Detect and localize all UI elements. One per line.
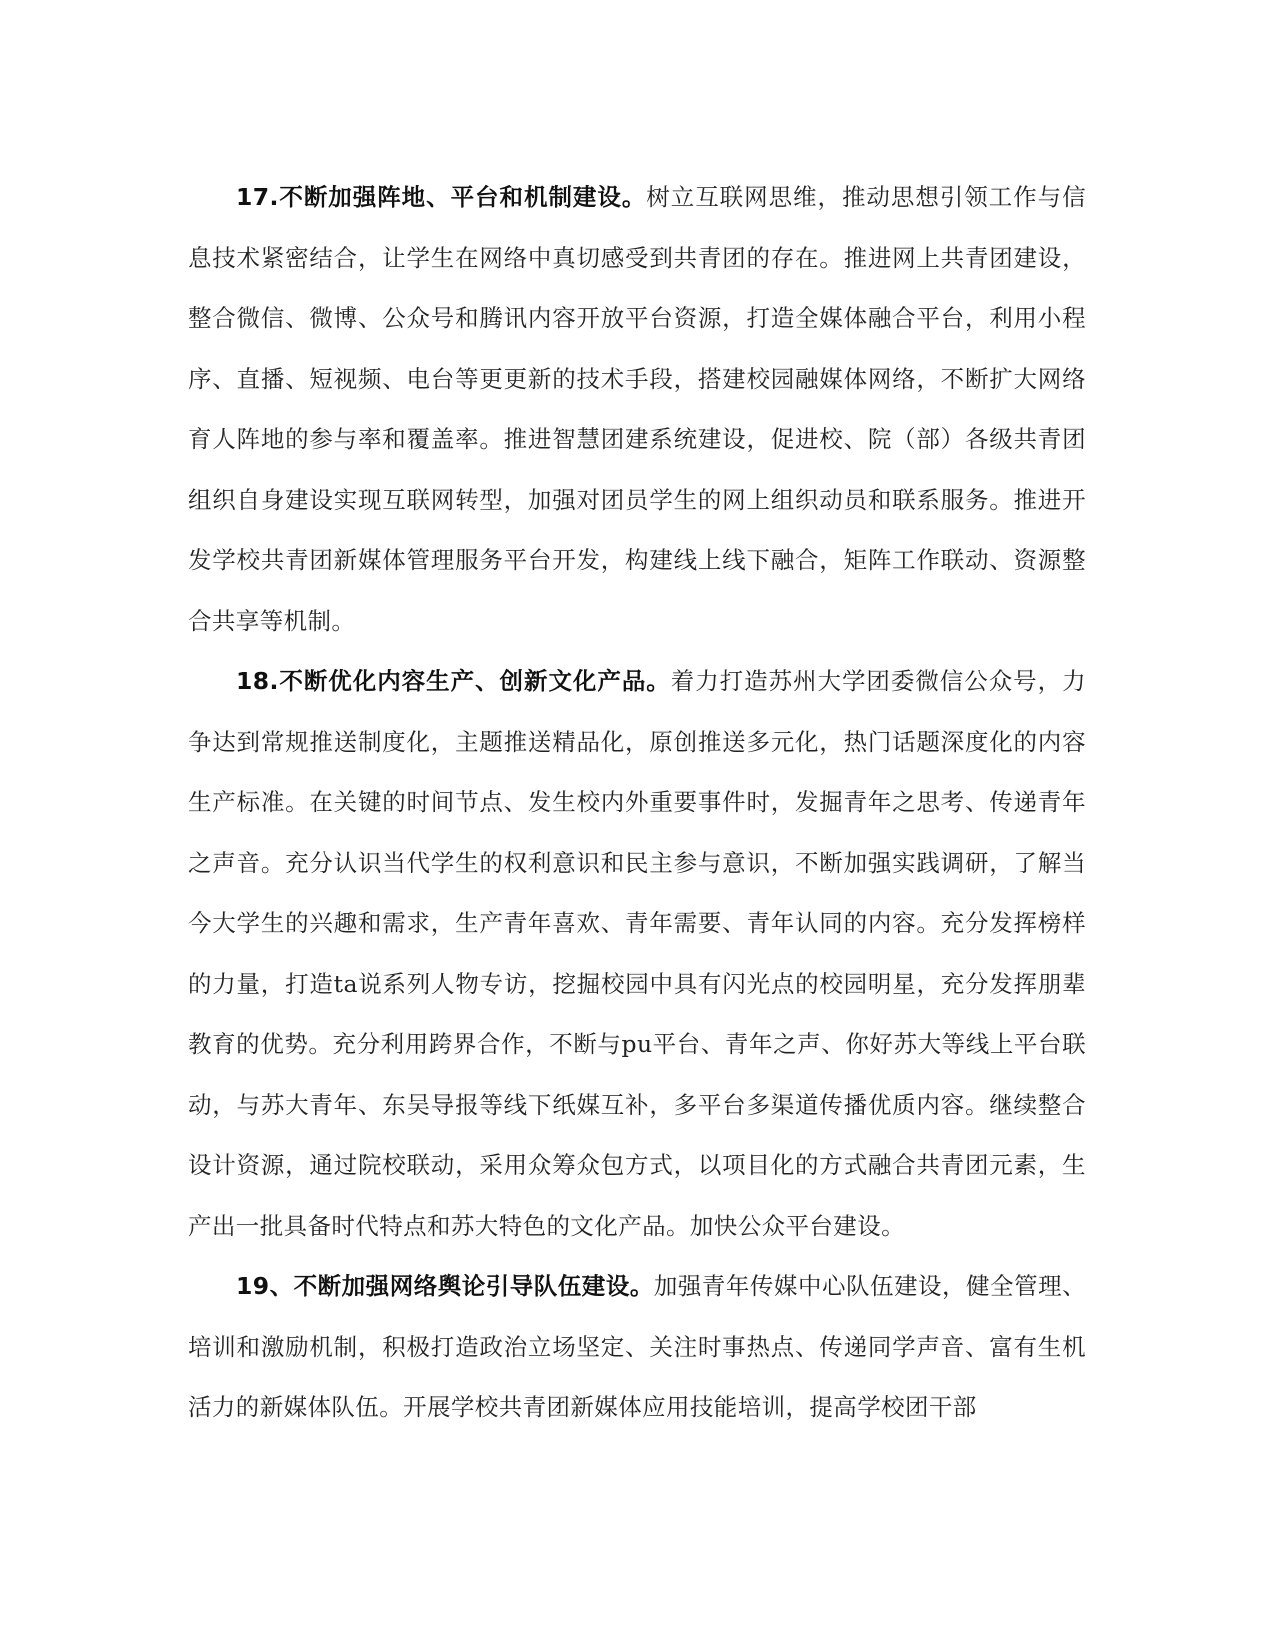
paragraph-18 <box>188 651 1086 1256</box>
document-body <box>188 167 1086 1438</box>
paragraph-19-body: 加强青年传媒中心队伍建设，健全管理、培训和激励机制，积极打造政治立场坚定、关注时事热点、传递同学声音、富有生机活力的新媒体队伍。开展学校共青团新媒体应用技能培训，提高学校团干部 <box>188 1272 1087 1421</box>
paragraph-17 <box>188 167 1086 651</box>
paragraph-18-body: 着力打造苏州大学团委微信公众号，力争达到常规推送制度化，主题推送精品化，原创推送多元化，热门话题深度化的内容生产标准。在关键的时间节点、发生校内外重要事件时，发掘青年之思考、传递青年之声音。充分认识当代学生的权利意识和民主参与意识，不断加强实践调研，了解当今大学生的兴趣和需求，生产青年喜欢、青年需要、青年认同的内容。充分发挥榜样的力量，打造ta说系列人物专访，挖掘校园中具有闪光点的校园明星，充分发挥朋辈教育的优势。充分利用跨界合作，不断与pu平台、青年之声、你好苏大等线上平台联动，与苏大青年、东吴导报等线下纸媒互补，多平台多渠道传播优质内容。继续整合设计资源，通过院校联动，采用众筹众包方式，以项目化的方式融合共青团元素，生产出一批具备时代特点和苏大特色的文化产品。加快公众平台建设。 <box>188 667 1086 1240</box>
paragraph-17-body: 树立互联网思维，推动思想引领工作与信息技术紧密结合，让学生在网络中真切感受到共青团的存在。推进网上共青团建设，整合微信、微博、公众号和腾讯内容开放平台资源，打造全媒体融合平台，利用小程序、直播、短视频、电台等更更新的技术手段，搭建校园融媒体网络，不断扩大网络育人阵地的参与率和覆盖率。推进智慧团建系统建设，促进校、院（部）各级共青团组织自身建设实现互联网转型，加强对团员学生的网上组织动员和联系服务。推进开发学校共青团新媒体管理服务平台开发，构建线上线下融合，矩阵工作联动、资源整合共享等机制。 <box>188 183 1086 635</box>
paragraph-18-title: 18.不断优化内容生产、创新文化产品。 <box>236 667 671 695</box>
paragraph-19 <box>188 1256 1086 1438</box>
paragraph-17-title: 17.不断加强阵地、平台和机制建设。 <box>236 183 647 211</box>
paragraph-19-title: 19、不断加强网络舆论引导队伍建设。 <box>236 1272 654 1300</box>
